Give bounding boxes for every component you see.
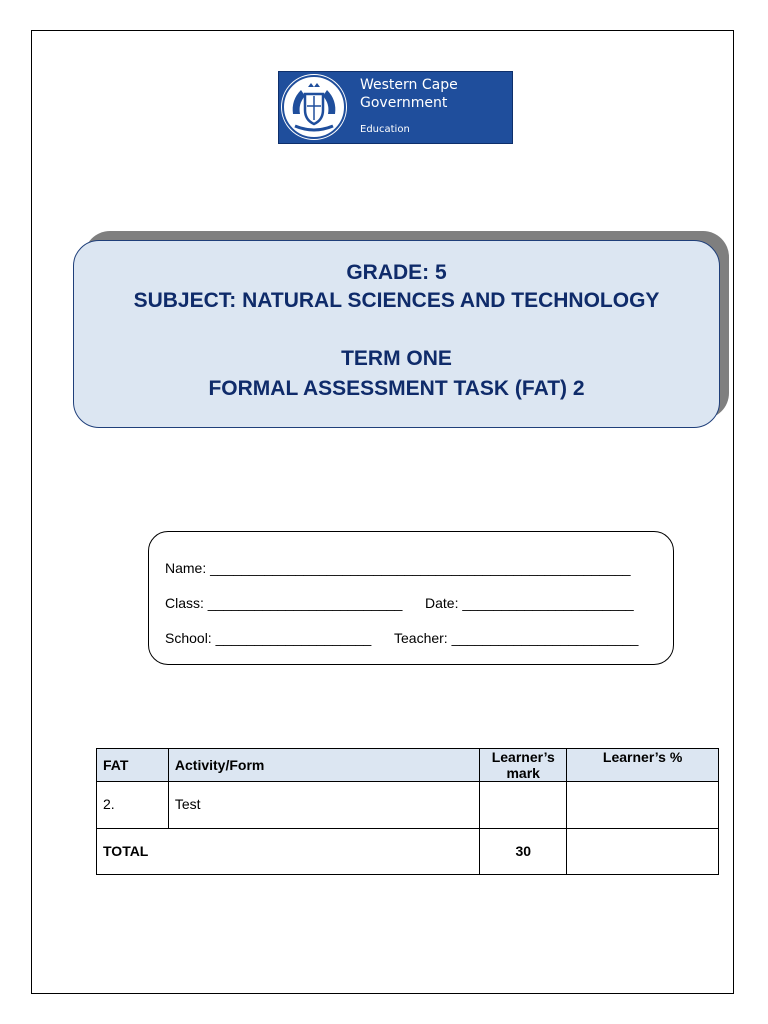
- coat-of-arms-icon: [281, 74, 347, 140]
- date-field[interactable]: Date: ______________________: [425, 595, 634, 611]
- total-label-cell: TOTAL: [97, 829, 480, 875]
- table-header-row: [97, 749, 719, 782]
- header-activity-form: Activity/Form: [168, 749, 479, 782]
- marks-table: [96, 748, 719, 875]
- total-percent-cell[interactable]: [567, 829, 719, 875]
- wcg-logo: [278, 71, 513, 144]
- header-learners-mark: Learner’s mark: [480, 749, 567, 782]
- title-panel: [73, 240, 720, 428]
- teacher-field[interactable]: Teacher: ________________________: [394, 630, 639, 646]
- fat-number-cell: 2.: [97, 782, 169, 829]
- learner-mark-cell[interactable]: [480, 782, 567, 829]
- task-heading: FORMAL ASSESSMENT TASK (FAT) 2: [208, 377, 585, 400]
- header-fat: FAT: [97, 749, 169, 782]
- grade-heading: GRADE: 5: [346, 261, 447, 284]
- school-field[interactable]: School: ____________________: [165, 630, 372, 646]
- table-row: [97, 782, 719, 829]
- learner-details-box: [148, 531, 674, 665]
- term-heading: TERM ONE: [341, 347, 452, 370]
- header-learners-percent: Learner’s %: [567, 749, 719, 782]
- total-mark-cell: 30: [480, 829, 567, 875]
- total-row: [97, 829, 719, 875]
- logo-name-line1: Western Cape: [360, 77, 458, 93]
- logo-name-line2: Government: [360, 95, 448, 111]
- subject-heading: SUBJECT: NATURAL SCIENCES AND TECHNOLOGY: [133, 289, 660, 312]
- activity-form-cell: Test: [168, 782, 479, 829]
- learner-percent-cell[interactable]: [567, 782, 719, 829]
- class-field[interactable]: Class: _________________________: [165, 595, 403, 611]
- name-field[interactable]: Name: ______________________________________________________: [165, 560, 631, 576]
- logo-department: Education: [360, 124, 410, 135]
